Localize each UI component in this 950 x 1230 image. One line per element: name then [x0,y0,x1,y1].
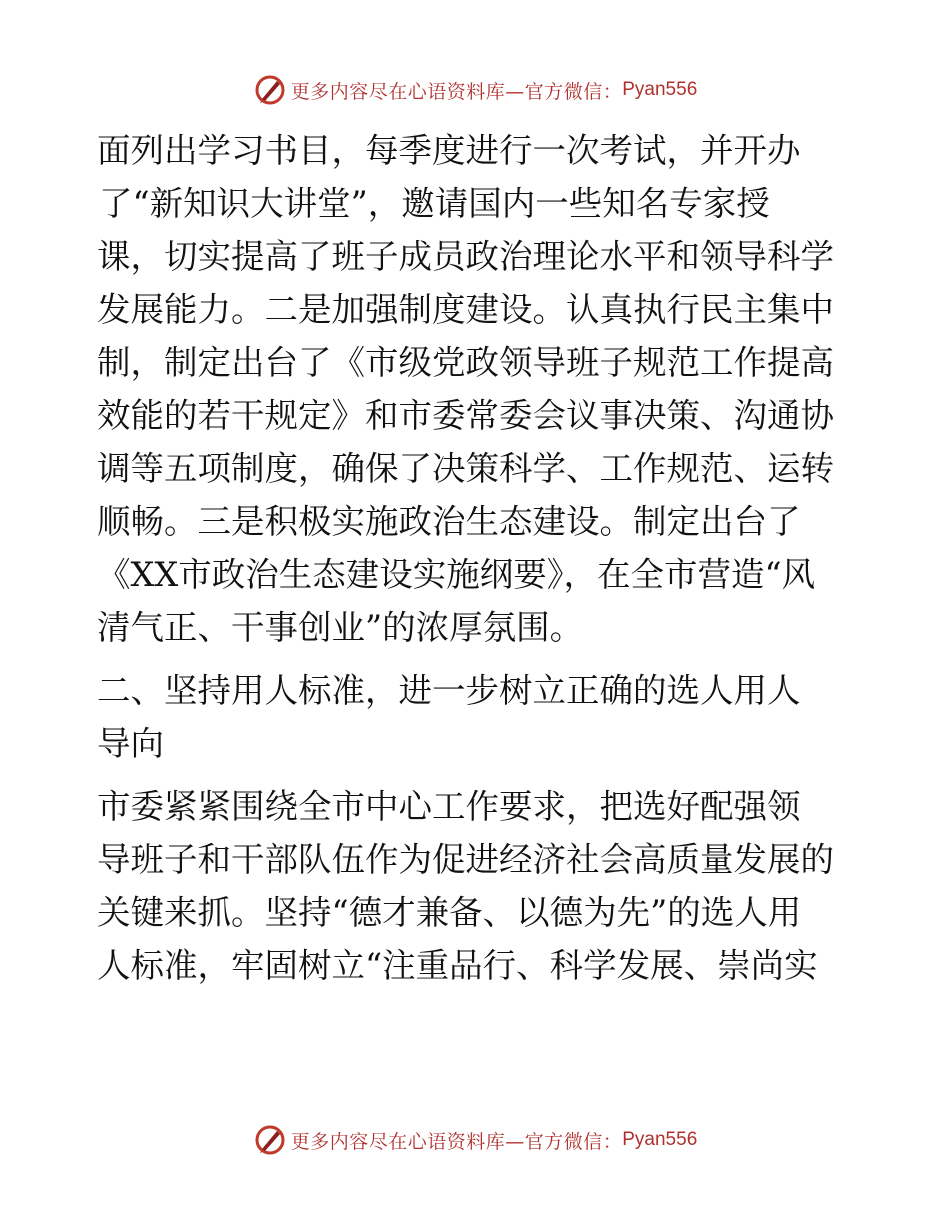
text-line: 了“新知识大讲堂”，邀请国内一些知名专家授 [99,184,770,223]
pen-logo-icon [253,73,287,107]
section-heading [97,664,857,770]
pen-logo-icon [253,1123,287,1157]
watermark-wechat-id: Pyan556 [622,1129,698,1150]
text-line: 导班子和干部队伍作为促进经济社会高质量发展的 [97,840,834,879]
watermark-text: 更多内容尽在心语资料库—官方微信： [290,1130,623,1153]
text-line: 顺畅。三是积极实施政治生态建设。制定出台了 [97,502,801,541]
text-line: 调等五项制度，确保了决策科学、工作规范、运转 [97,449,834,488]
document-body [97,124,857,992]
text-line: 发展能力。二是加强制度建设。认真执行民主集中 [97,290,834,329]
watermark-banner-bottom [0,1120,950,1160]
paragraph [97,124,857,654]
heading-line: 二、坚持用人标准，进一步树立正确的选人用人 [97,671,801,710]
text-line: 效能的若干规定》和市委常委会议事决策、沟通协 [97,396,834,435]
text-line: 课，切实提高了班子成员政治理论水平和领导科学 [97,237,834,276]
watermark-text: 更多内容尽在心语资料库—官方微信： [290,80,623,103]
text-line: 《XX市政治生态建设实施纲要》，在全市营造“风 [97,555,816,594]
text-line: 清气正、干事创业”的浓厚氛围。 [97,608,584,647]
text-line: 人标准，牢固树立“注重品行、科学发展、崇尚实 [97,946,818,985]
text-line: 市委紧紧围绕全市中心工作要求，把选好配强领 [97,787,801,826]
watermark-wechat-id: Pyan556 [622,79,698,100]
text-line: 面列出学习书目，每季度进行一次考试，并开办 [97,131,801,170]
watermark-banner-top [0,70,950,110]
text-line: 关键来抓。坚持“德才兼备、以德为先”的选人用 [97,893,802,932]
heading-line: 导向 [97,724,164,763]
text-line: 制，制定出台了《市级党政领导班子规范工作提高 [97,343,834,382]
paragraph [97,780,857,992]
